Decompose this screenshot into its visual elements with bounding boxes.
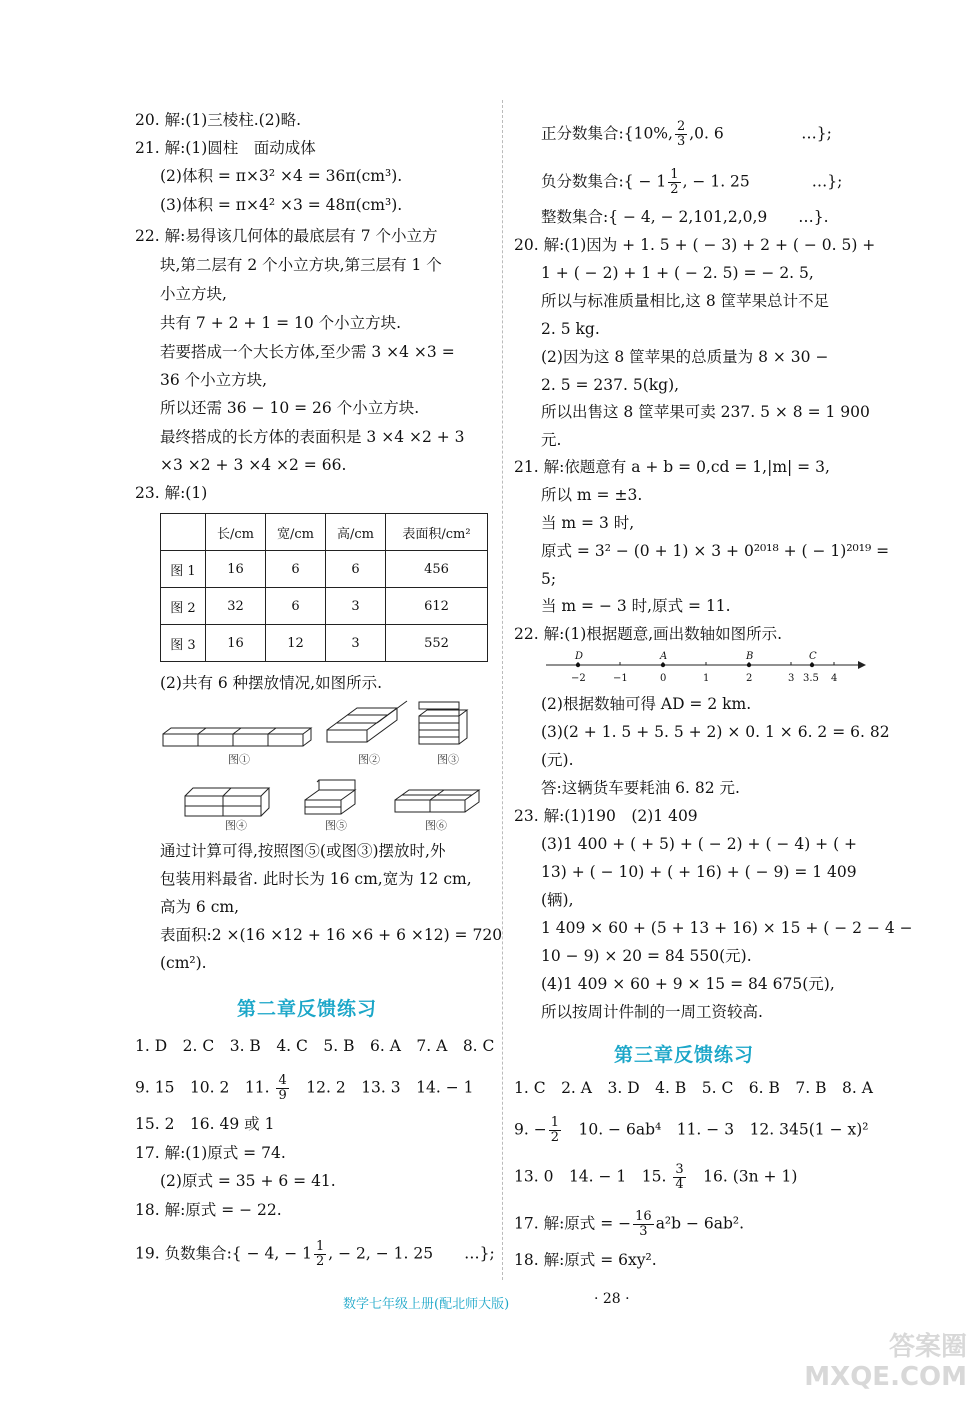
- table-cell: 6: [326, 551, 386, 588]
- table-cell: 16: [206, 625, 266, 662]
- text-segment: 17. 解:原式 = −: [514, 1214, 632, 1233]
- answer-20-line: (2)因为这 8 筐苹果的总质量为 8 × 30 −: [541, 348, 829, 366]
- answer-20: 20. 解:(1)因为 + 1. 5 + ( − 3) + 2 + ( − 0. 5) +: [514, 236, 876, 254]
- table-cell: 32: [206, 588, 266, 625]
- answer-23: 23. 解:(1): [135, 484, 208, 502]
- text-segment: , − 1. 25 …};: [682, 172, 843, 191]
- point-label: B: [746, 651, 754, 662]
- answer-21-3: (3)体积 = π×4² ×3 = 48π(cm³).: [160, 196, 403, 214]
- table-row: [161, 551, 488, 588]
- answer-23-line: 所以按周计件制的一周工资较高.: [541, 1003, 763, 1021]
- text-segment: 19. 负数集合:{ − 4, − 1: [135, 1244, 312, 1263]
- table-cell: 456: [386, 551, 488, 588]
- negative-fraction-set: [541, 168, 842, 197]
- text-segment: 正分数集合:{10%,: [541, 124, 673, 143]
- table-cell: 图 2: [161, 588, 206, 625]
- answer-21-line: 当 m = 3 时,: [541, 514, 635, 532]
- table-cell: 612: [386, 588, 488, 625]
- denominator: 9: [278, 1088, 287, 1103]
- chapter3-answer-17: [514, 1210, 744, 1239]
- answer-22-line: (3)(2 + 1. 5 + 5. 5 + 2) × 0. 1 × 6. 2 = 6. 82: [541, 723, 890, 741]
- answer-22-line: 答:这辆货车要耗油 6. 82 元.: [541, 779, 740, 797]
- denominator: 2: [550, 1130, 559, 1145]
- text-segment: 12. 2 13. 3 14. − 1: [290, 1078, 474, 1097]
- point-label: D: [575, 651, 584, 662]
- answer-23-2: (2)共有 6 种摆放情况,如图所示.: [160, 674, 383, 692]
- table-cell: 16: [206, 551, 266, 588]
- answer-20-line: 2. 5 kg.: [541, 320, 600, 338]
- denominator: 2: [670, 182, 679, 197]
- answer-22-line: 最终搭成的长方体的表面积是 3 ×4 ×2 + 3: [160, 428, 465, 446]
- table-row: [161, 625, 488, 662]
- numerator: 4: [278, 1073, 287, 1088]
- page-footer: 数学七年级上册(配北师大版): [343, 1297, 510, 1312]
- section-title-chapter2: 第二章反馈练习: [237, 998, 378, 1020]
- answer-22: 22. 解:(1)根据题意,画出数轴如图所示.: [514, 625, 783, 643]
- text-segment: 9. −: [514, 1120, 547, 1139]
- answer-22-line: 小立方块,: [160, 285, 227, 303]
- answer-23-line: 通过计算可得,按照图⑤(或图③)摆放时,外: [160, 842, 446, 860]
- text-segment: ,0. 6 …};: [689, 124, 832, 143]
- denominator: 2: [316, 1254, 325, 1269]
- answer-21-line: 原式 = 3² − (0 + 1) × 3 + 0²⁰¹⁸ + ( − 1)²⁰¹⁹ =: [541, 542, 890, 560]
- numerator: 16: [635, 1209, 652, 1224]
- answer-23-line: 13) + ( − 10) + ( + 16) + ( − 9) = 1 409: [541, 863, 857, 881]
- text-segment: , − 2, − 1. 25 …};: [328, 1244, 495, 1263]
- chapter2-answer-18: 18. 解:原式 = − 22.: [135, 1201, 282, 1219]
- tick-label: 1: [703, 673, 710, 684]
- text-segment: a²b − 6ab².: [655, 1214, 745, 1233]
- text-segment: 13. 0 14. − 1 15.: [514, 1167, 672, 1186]
- text-segment: 9. 15 10. 2 11.: [135, 1078, 275, 1097]
- answer-20-line: 所以出售这 8 筐苹果可卖 237. 5 × 8 = 1 900: [541, 403, 870, 421]
- integer-set: 整数集合:{ − 4, − 2,101,2,0,9 …}.: [541, 208, 829, 226]
- fraction: [675, 120, 687, 149]
- numerator: 1: [550, 1115, 559, 1130]
- dimension-table: [160, 513, 488, 662]
- answer-23-line: (辆),: [541, 891, 574, 909]
- column-divider: [502, 100, 503, 1280]
- tick-label: 4: [831, 673, 838, 684]
- box-arrangement-figures: [155, 700, 495, 835]
- table-cell: 6: [266, 551, 326, 588]
- numerator: 1: [670, 167, 679, 182]
- answer-21: 21. 解:依题意有 a + b = 0,cd = 1,|m| = 3,: [514, 458, 830, 476]
- answer-23: 23. 解:(1)190 (2)1 409: [514, 807, 698, 825]
- answer-22-line: 共有 7 + 2 + 1 = 10 个小立方块.: [160, 314, 402, 332]
- denominator: 3: [639, 1224, 648, 1239]
- tick-label: 2: [746, 673, 753, 684]
- table-header-row: [161, 514, 488, 551]
- tick-label: 3.5: [803, 673, 819, 684]
- table-header: 宽/cm: [266, 514, 326, 551]
- answer-20-line: 2. 5 = 237. 5(kg),: [541, 376, 680, 394]
- answer-22-line: ×3 ×2 + 3 ×4 ×2 = 66.: [160, 456, 347, 474]
- chapter3-answer-18: 18. 解:原式 = 6xy².: [514, 1251, 657, 1269]
- answer-22-line: (2)根据数轴可得 AD = 2 km.: [541, 695, 752, 713]
- answer-21: 21. 解:(1)圆柱 面动成体: [135, 139, 316, 157]
- chapter2-answer-17: 17. 解:(1)原式 = 74.: [135, 1144, 286, 1162]
- figure-label: 图⑤: [325, 819, 347, 832]
- answer-23-line: (3)1 400 + ( + 5) + ( − 2) + ( − 4) + ( +: [541, 835, 858, 853]
- watermark-logo: 答案圈 MXQE.COM: [804, 1332, 967, 1392]
- answer-23-line: 10 − 9) × 20 = 84 550(元).: [541, 947, 752, 965]
- table-cell: 12: [266, 625, 326, 662]
- chapter3-answers-1-8: 1. C 2. A 3. D 4. B 5. C 6. B 7. B 8. A: [514, 1079, 873, 1097]
- figure-label: 图⑥: [425, 819, 447, 832]
- table-cell: 552: [386, 625, 488, 662]
- answer-20-line: 1 + ( − 2) + 1 + ( − 2. 5) = − 2. 5,: [541, 264, 814, 282]
- answer-20: 20. 解:(1)三棱柱.(2)略.: [135, 111, 302, 129]
- tick-label: −1: [613, 673, 628, 684]
- answer-22-line: 块,第二层有 2 个小立方块,第三层有 1 个: [160, 256, 442, 274]
- numerator: 1: [316, 1239, 325, 1254]
- fraction: [668, 168, 680, 197]
- chapter2-answer-19: [135, 1240, 495, 1269]
- table-cell: 3: [326, 588, 386, 625]
- fraction: [276, 1074, 288, 1103]
- figure-label: 图②: [358, 753, 380, 766]
- table-cell: 6: [266, 588, 326, 625]
- answer-21-line: 所以 m = ±3.: [541, 486, 643, 504]
- answer-20-line: 元.: [541, 431, 562, 449]
- numerator: 3: [675, 1162, 684, 1177]
- point-label: C: [809, 651, 817, 662]
- answer-23-line: 表面积:2 ×(16 ×12 + 16 ×6 + 6 ×12) = 720: [160, 926, 503, 944]
- fraction: [314, 1240, 326, 1269]
- table-header: 长/cm: [206, 514, 266, 551]
- table-cell: 图 1: [161, 551, 206, 588]
- chapter3-answers-9-12: [514, 1116, 868, 1145]
- answer-22-line: 若要搭成一个大长方体,至少需 3 ×4 ×3 =: [160, 343, 455, 361]
- figure-label: 图④: [225, 819, 247, 832]
- table-header: 高/cm: [326, 514, 386, 551]
- figure-label: 图①: [228, 753, 250, 766]
- section-title-chapter3: 第三章反馈练习: [614, 1044, 755, 1066]
- answer-22-line: (元).: [541, 751, 574, 769]
- answer-21-2: (2)体积 = π×3² ×4 = 36π(cm³).: [160, 167, 403, 185]
- answer-23-line: (cm²).: [160, 954, 207, 972]
- answer-23-line: 高为 6 cm,: [160, 898, 240, 916]
- table-cell: 图 3: [161, 625, 206, 662]
- table-header: [161, 514, 206, 551]
- denominator: 4: [675, 1177, 684, 1192]
- tick-label: 3: [788, 673, 795, 684]
- table-header: 表面积/cm²: [386, 514, 488, 551]
- positive-fraction-set: [541, 120, 832, 149]
- chapter3-answers-13-16: [514, 1163, 797, 1192]
- answer-20-line: 所以与标准质量相比,这 8 筐苹果总计不足: [541, 292, 830, 310]
- answer-22: 22. 解:易得该几何体的最底层有 7 个小立方: [135, 227, 438, 245]
- numerator: 2: [676, 119, 686, 134]
- table-cell: 3: [326, 625, 386, 662]
- chapter2-answers-15-16: 15. 2 16. 49 或 1: [135, 1115, 275, 1133]
- answer-23-line: (4)1 409 × 60 + 9 × 15 = 84 675(元),: [541, 975, 835, 993]
- tick-label: −2: [571, 673, 586, 684]
- figure-label: 图③: [437, 753, 459, 766]
- chapter2-answers-1-8: 1. D 2. C 3. B 4. C 5. B 6. A 7. A 8. C: [135, 1037, 495, 1055]
- chapter2-answer-17-2: (2)原式 = 35 + 6 = 41.: [160, 1172, 336, 1190]
- text-segment: 16. (3n + 1): [687, 1167, 798, 1186]
- chapter2-answers-9-14: [135, 1074, 473, 1103]
- text-segment: 负分数集合:{ − 1: [541, 172, 667, 191]
- fraction: [673, 1163, 685, 1192]
- answer-22-line: 所以还需 36 − 10 = 26 个小立方块.: [160, 399, 420, 417]
- answer-23-line: 包装用料最省. 此时长为 16 cm,宽为 12 cm,: [160, 870, 472, 888]
- fraction: [633, 1210, 654, 1239]
- answer-21-line: 5;: [541, 570, 557, 588]
- number-line: [540, 648, 870, 686]
- point-label: A: [660, 651, 668, 662]
- answer-22-line: 36 个小立方块,: [160, 371, 268, 389]
- tick-label: 0: [660, 673, 667, 684]
- denominator: 3: [676, 134, 686, 149]
- fraction: [549, 1116, 561, 1145]
- table-row: [161, 588, 488, 625]
- answer-23-line: 1 409 × 60 + (5 + 13 + 16) × 15 + ( − 2 − 4 −: [541, 919, 913, 937]
- text-segment: 10. − 6ab⁴ 11. − 3 12. 345(1 − x)²: [562, 1120, 869, 1139]
- page-number: · 28 ·: [594, 1291, 630, 1307]
- answer-21-line: 当 m = − 3 时,原式 = 11.: [541, 597, 731, 615]
